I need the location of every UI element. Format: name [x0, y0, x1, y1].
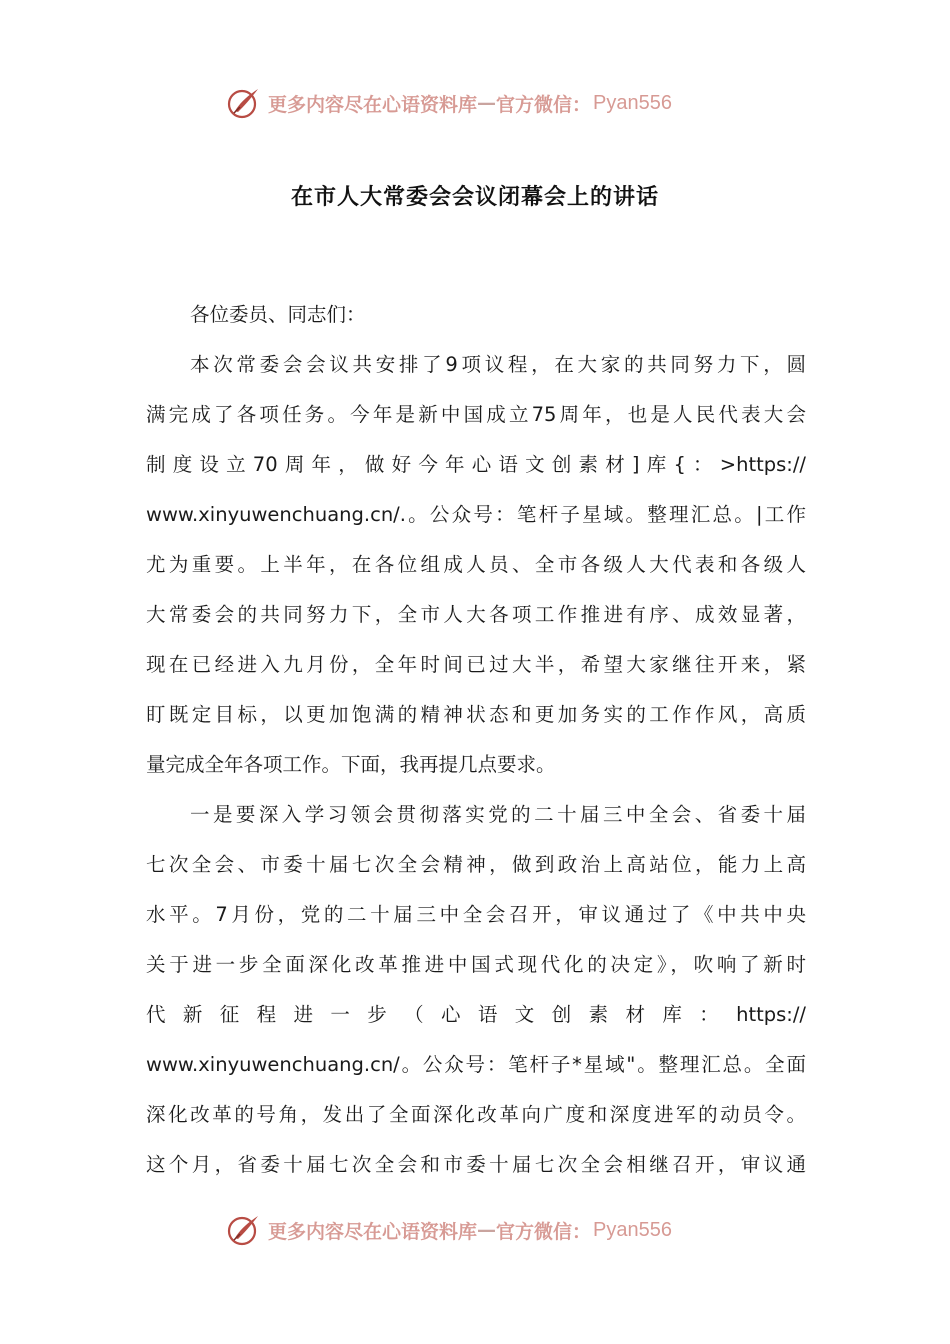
body-line: 水平。7月份，党的二十届三中全会召开，审议通过了《中共中央	[146, 903, 806, 926]
banner-label: 官方微信：	[496, 93, 592, 116]
body-line: 现在已经进入九月份，全年时间已过大半，希望大家继往开来，紧	[146, 653, 806, 676]
body-line: 大常委会的共同努力下，全市人大各项工作推进有序、成效显著，	[146, 603, 806, 626]
banner-separator: —	[477, 1219, 497, 1241]
body-line: 代新征程进一步（心语文创素材库：https://	[146, 1003, 806, 1026]
body-line: 关于进一步全面深化改革推进中国式现代化的决定》，吹响了新时	[146, 953, 806, 976]
banner-separator: —	[477, 92, 497, 114]
body-line: www.xinyuwenchuang.cn/.。公众号：笔杆子星域。整理汇总。|工作	[146, 503, 806, 526]
body-line: 一是要深入学习领会贯彻落实党的二十届三中全会、省委十届	[190, 803, 806, 826]
document-title: 在市人大常委会会议闭幕会上的讲话	[290, 184, 659, 210]
body-line: 各位委员、同志们：	[190, 303, 366, 326]
footer-banner	[226, 1210, 672, 1250]
banner-wechat-id: Pyan556	[593, 1218, 672, 1241]
body-line: 制度设立70周年，做好今年心语文创素材]库{：>https://	[146, 453, 806, 476]
header-banner	[226, 83, 672, 123]
body-line: 盯既定目标，以更加饱满的精神状态和更加务实的工作作风，高质	[146, 703, 806, 726]
body-line: 七次全会、市委十届七次全会精神，做到政治上高站位，能力上高	[146, 853, 806, 876]
document-body	[146, 290, 806, 1190]
body-line: 深化改革的号角，发出了全面深化改革向广度和深度进军的动员令。	[146, 1103, 806, 1126]
body-line: 满完成了各项任务。今年是新中国成立75周年，也是人民代表大会	[146, 403, 806, 426]
banner-wechat-id: Pyan556	[593, 91, 672, 114]
body-line: 尤为重要。上半年，在各位组成人员、全市各级人大代表和各级人	[146, 553, 806, 576]
banner-brand: 更多内容尽在心语资料库	[268, 1220, 478, 1243]
quill-logo-icon	[226, 1212, 262, 1248]
quill-logo-icon	[226, 85, 262, 121]
body-line: 量完成全年各项工作。下面，我再提几点要求。	[146, 753, 556, 776]
banner-label: 官方微信：	[496, 1220, 592, 1243]
body-line: 本次常委会会议共安排了9项议程，在大家的共同努力下，圆	[190, 353, 806, 376]
body-line: 这个月，省委十届七次全会和市委十届七次全会相继召开，审议通	[146, 1153, 806, 1176]
banner-brand: 更多内容尽在心语资料库	[268, 93, 478, 116]
body-line: www.xinyuwenchuang.cn/。公众号：笔杆子*星域"。整理汇总。全面	[146, 1053, 806, 1076]
